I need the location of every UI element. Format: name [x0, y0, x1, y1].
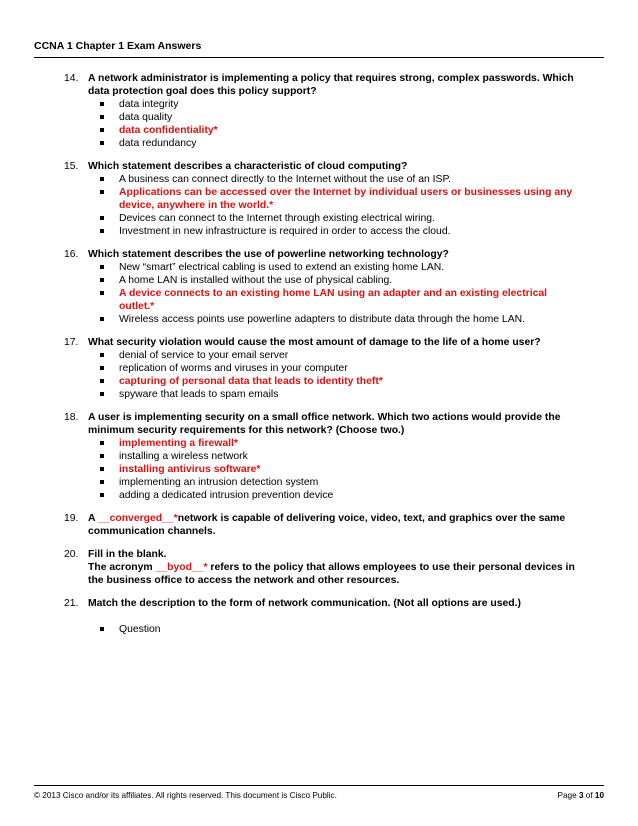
- answer-option: [119, 111, 581, 124]
- answer-option: [119, 388, 581, 401]
- q19-suffix: network is capable of delivering voice, video, text, and graphics over the same communication channels.: [88, 513, 566, 537]
- header-divider: [34, 57, 604, 58]
- question-text: A network administrator is implementing a policy that requires strong, complex passwords. Which data protection goal does this policy support?: [88, 73, 574, 97]
- option-text: A home LAN is installed without the use of physical cabling.: [119, 275, 393, 286]
- answer-option-correct: [119, 287, 581, 313]
- question-number: 21.: [64, 598, 79, 609]
- page-mid: of: [583, 791, 595, 800]
- bullet-icon: [100, 141, 104, 145]
- option-text: implementing an intrusion detection system: [119, 477, 319, 488]
- copyright-notice: © 2013 Cisco and/or its affiliates. All rights reserved. This document is Cisco Public.: [34, 791, 337, 800]
- bullet-icon: [100, 627, 104, 631]
- answer-option: [119, 225, 581, 238]
- question-text: Match the description to the form of network communication. (Not all options are used.): [88, 598, 521, 609]
- bullet-icon: [100, 115, 104, 119]
- option-text: Wireless access points use powerline adapters to distribute data through the home LAN.: [119, 314, 526, 325]
- answer-option: [119, 173, 581, 186]
- question-number: 14.: [64, 73, 79, 84]
- bullet-icon: [100, 190, 104, 194]
- option-text: capturing of personal data that leads to identity theft*: [119, 376, 383, 387]
- option-text: installing antivirus software*: [119, 464, 261, 475]
- option-text: replication of worms and viruses in your computer: [119, 363, 348, 374]
- option-text: New “smart” electrical cabling is used to extend an existing home LAN.: [119, 262, 445, 273]
- question-19: [0, 512, 638, 538]
- question-17: [0, 336, 638, 401]
- question-number: 16.: [64, 249, 79, 260]
- option-text: Devices can connect to the Internet through existing electrical wiring.: [119, 213, 435, 224]
- page-prefix: Page: [557, 791, 579, 800]
- option-text: implementing a firewall*: [119, 438, 238, 449]
- question-text: [88, 512, 578, 538]
- answer-option: [119, 313, 581, 326]
- option-text: adding a dedicated intrusion prevention device: [119, 490, 334, 501]
- page-number: [558, 791, 604, 800]
- option-text: A device connects to an existing home LAN using an adapter and an existing electrical outlet.*: [119, 288, 548, 312]
- answer-option: [119, 98, 581, 111]
- bullet-icon: [100, 353, 104, 357]
- option-text: spyware that leads to spam emails: [119, 389, 279, 400]
- question-21: [0, 597, 638, 636]
- page-current: 3: [578, 791, 584, 800]
- question-number: 18.: [64, 412, 79, 423]
- q19-answer: __converged__*: [98, 513, 178, 524]
- bullet-icon: [100, 454, 104, 458]
- q20-answer: __byod__*: [155, 562, 208, 573]
- answer-option: [119, 261, 581, 274]
- answer-option: [119, 623, 581, 636]
- bullet-icon: [100, 379, 104, 383]
- bullet-icon: [100, 265, 104, 269]
- question-14: [0, 72, 638, 150]
- footer-divider: [34, 785, 604, 786]
- question-20: [0, 548, 638, 587]
- question-list: [0, 72, 638, 502]
- answer-option-correct: [119, 375, 581, 388]
- option-text: installing a wireless network: [119, 451, 248, 462]
- bullet-icon: [100, 102, 104, 106]
- option-text: Investment in new infrastructure is required in order to access the cloud.: [119, 226, 451, 237]
- option-text: data integrity: [119, 99, 179, 110]
- q19-prefix: A: [88, 513, 99, 524]
- question-number: 20.: [64, 549, 79, 560]
- question-15: [0, 160, 638, 238]
- bullet-icon: [100, 216, 104, 220]
- answer-option: [119, 450, 581, 463]
- answer-option: [119, 137, 581, 150]
- q20-prefix: The acronym: [88, 562, 156, 573]
- bullet-icon: [100, 317, 104, 321]
- bullet-icon: [100, 229, 104, 233]
- option-text: data quality: [119, 112, 173, 123]
- bullet-icon: [100, 278, 104, 282]
- page-total: 10: [594, 791, 604, 800]
- answer-option: [119, 489, 581, 502]
- option-text: Question: [119, 624, 161, 635]
- answer-option-correct: [119, 124, 581, 137]
- question-text: Which statement describes a characteristic of cloud computing?: [88, 161, 408, 172]
- q20-statement: [88, 561, 578, 587]
- question-text: A user is implementing security on a small office network. Which two actions would provide the minimum security requirements for this network? (Choose two.): [88, 412, 561, 436]
- bullet-icon: [100, 291, 104, 295]
- option-text: Applications can be accessed over the Internet by individual users or businesses using any device, anywhere in the world.*: [119, 187, 573, 211]
- answer-option: [119, 212, 581, 225]
- option-text: data confidentiality*: [119, 125, 218, 136]
- answer-option-correct: [119, 186, 581, 212]
- answer-option-correct: [119, 463, 581, 476]
- bullet-icon: [100, 441, 104, 445]
- answer-option: [119, 349, 581, 362]
- question-text: What security violation would cause the most amount of damage to the life of a home user?: [88, 337, 541, 348]
- option-text: data redundancy: [119, 138, 197, 149]
- bullet-icon: [100, 177, 104, 181]
- q20-suffix: refers to the policy that allows employees to use their personal devices in the business office to access the network and other resources.: [88, 562, 575, 586]
- bullet-icon: [100, 366, 104, 370]
- questions-content: [0, 72, 638, 646]
- question-number: 15.: [64, 161, 79, 172]
- bullet-icon: [100, 392, 104, 396]
- answer-option: [119, 274, 581, 287]
- question-text: Fill in the blank.: [88, 549, 167, 560]
- question-16: [0, 248, 638, 326]
- question-number: 19.: [64, 513, 79, 524]
- answer-option-correct: [119, 437, 581, 450]
- answer-option: [119, 362, 581, 375]
- option-text: A business can connect directly to the Internet without the use of an ISP.: [119, 174, 451, 185]
- question-18: [0, 411, 638, 502]
- bullet-icon: [100, 128, 104, 132]
- question-text: Which statement describes the use of powerline networking technology?: [88, 249, 449, 260]
- option-text: denial of service to your email server: [119, 350, 289, 361]
- answer-option: [119, 476, 581, 489]
- question-number: 17.: [64, 337, 79, 348]
- bullet-icon: [100, 480, 104, 484]
- page-header-title: CCNA 1 Chapter 1 Exam Answers: [34, 40, 202, 52]
- bullet-icon: [100, 467, 104, 471]
- bullet-icon: [100, 493, 104, 497]
